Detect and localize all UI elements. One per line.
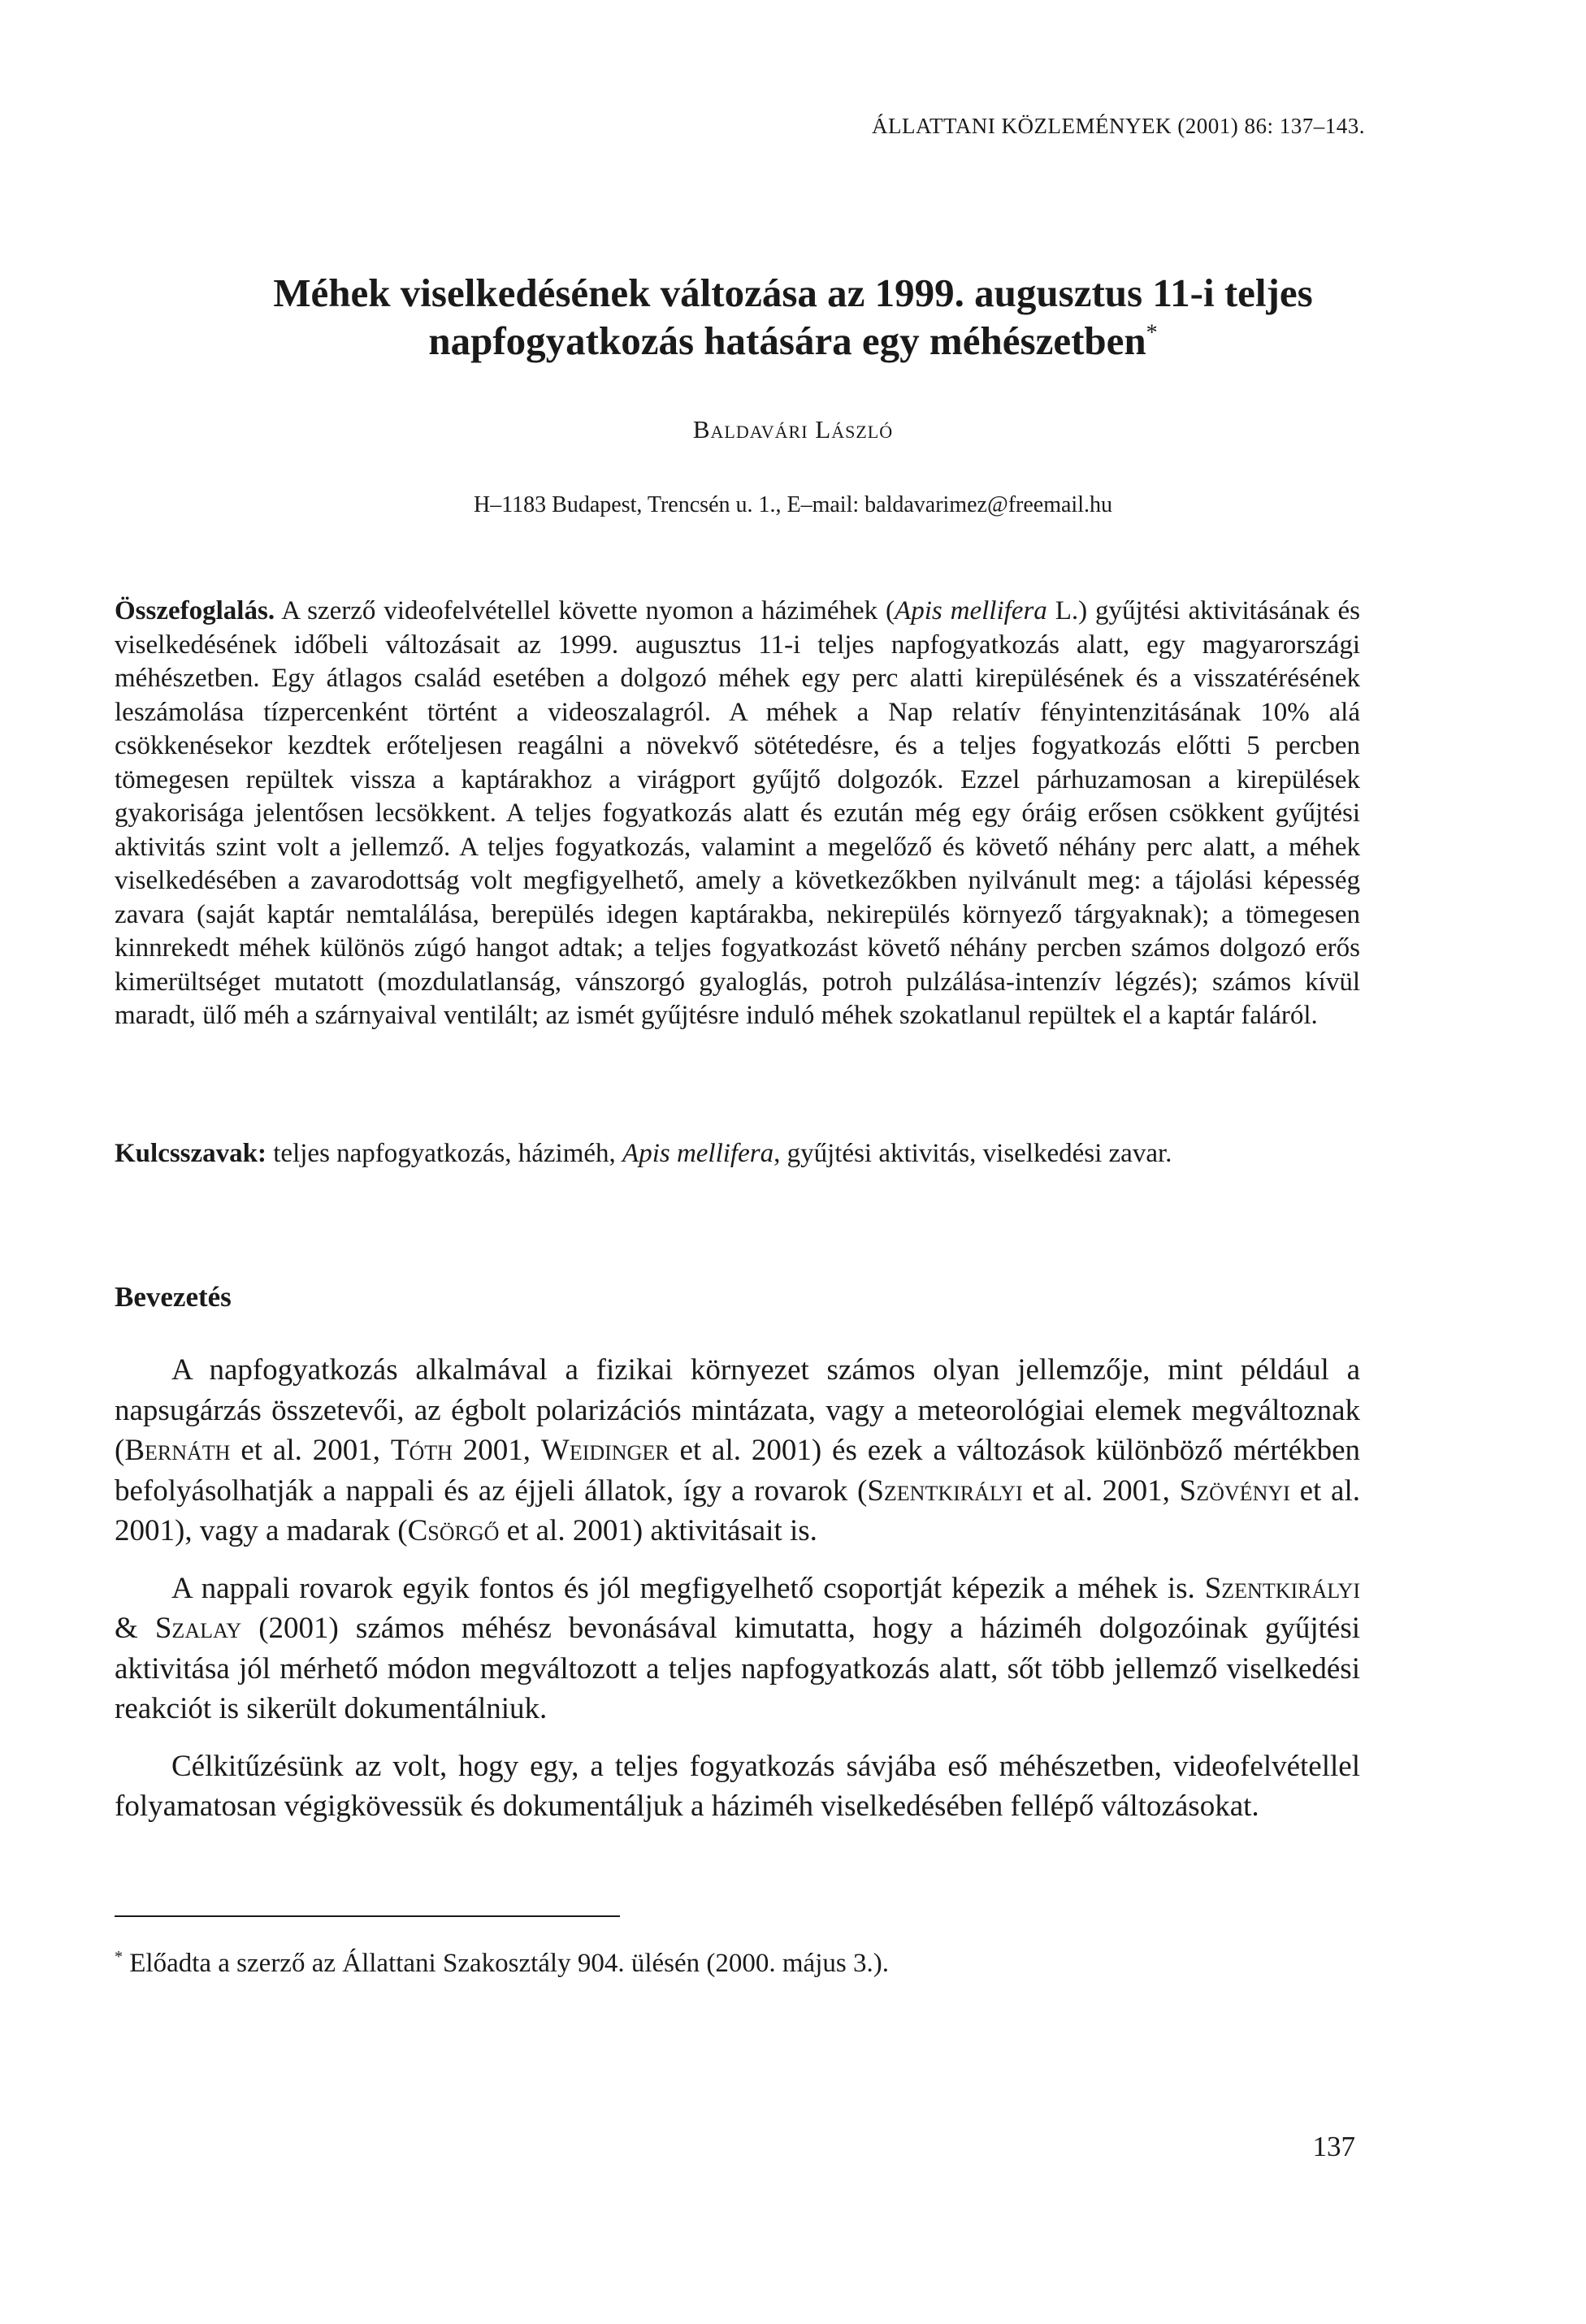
- footnote: * Előadta a szerző az Állattani Szakosztály 904. ülésén (2000. május 3.).: [115, 1948, 889, 1978]
- page-number: 137: [1312, 2131, 1355, 2162]
- article-title: [0, 270, 1586, 366]
- paragraph: A nappali rovarok egyik fontos és jól megfigyelhető csoportját képezik a méhek is. Szentkirályi & Szalay (2001) számos méhész bevonásával kimutatta, hogy a háziméh dolgozóinak gyűjtési aktivitása jól mérhető módon megváltozott a teljes napfogyatkozás alatt, sőt több jellemző viselkedési reakciót is sikerült dokumentálniuk.: [115, 1571, 1361, 1725]
- species-name: Apis mellifera: [895, 596, 1047, 625]
- keywords-label: Kulcsszavak:: [115, 1139, 267, 1168]
- abstract-label: Összefoglalás.: [115, 596, 275, 625]
- running-head: ÁLLATTANI KÖZLEMÉNYEK (2001) 86: 137–143.: [872, 114, 1365, 138]
- species-name: Apis mellifera: [622, 1139, 774, 1168]
- paragraph: A napfogyatkozás alkalmával a fizikai környezet számos olyan jellemzője, mint például a napsugárzás összetevői, az égbolt polarizációs mintázata, vagy a meteorológiai elemek megváltoznak (Bernáth et al. 2001, Tóth 2001, Weidinger et al. 2001) és ezek a változások különböző mértékben befolyásolhatják a nappali és az éjjeli állatok, így a rovarok (Szentkirályi et al. 2001, Szövényi et al. 2001), vagy a madarak (Csörgő et al. 2001) aktivitásait is.: [115, 1353, 1361, 1547]
- introduction-body: [115, 1350, 1360, 1844]
- title-footnote-marker: *: [1146, 320, 1158, 346]
- keywords: Kulcsszavak: teljes napfogyatkozás, háziméh, Apis mellifera, gyűjtési aktivitás, viselkedési zavar.: [115, 1139, 1172, 1168]
- section-title: Bevezetés: [115, 1281, 232, 1313]
- abstract: Összefoglalás. A szerző videofelvétellel követte nyomon a háziméhek (Apis mellifera L.) gyűjtési aktivitásának és viselkedésének időbeli változásait az 1999. augusztus 11-i teljes napfogyatkozás alatt, egy magyarországi méhészetben. Egy átlagos család esetében a dolgozó méhek egy perc alatti kirepülésének és a visszatérésének leszámolása tízpercenként történt a videoszalagról. A méhek a Nap relatív fényintenzitásának 10% alá csökkenésekor kezdtek erőteljesen reagálni a növekvő sötétedésre, és a teljes fogyatkozás előtti 5 percben tömegesen repültek vissza a kaptárakhoz a virágport gyűjtő dolgozók. Ezzel párhuzamosan a kirepülések gyakorisága jelentősen lecsökkent. A teljes fogyatkozás alatt és ezután még egy óráig erősen csökkent gyűjtési aktivitás szint volt a jellemző. A teljes fogyatkozás, valamint a megelőző és követő néhány perc alatt, a méhek viselkedésében a zavarodottság volt megfigyelhető, amely a következőkben nyilvánult meg: a tájolási képesség zavara (saját kaptár nemtalálása, berepülés idegen kaptárakba, nekirepülés környező tárgyaknak); a tömegesen kinnrekedt méhek különös zúgó hangot adtak; a teljes fogyatkozást követő néhány percben számos dolgozó erős kimerültséget mutatott (mozdulatlanság, vánszorgó gyaloglás, potroh pulzálása-intenzív légzés); számos kívül maradt, ülő méh a szárnyaival ventilált; az ismét gyűjtésre induló méhek szokatlanul repültek el a kaptár faláról.: [115, 596, 1360, 1030]
- paragraph: Célkitűzésünk az volt, hogy egy, a teljes fogyatkozás sávjába eső méhészetben, videofelvétellel folyamatosan végigkövessük és dokumentáljuk a háziméh viselkedésében fellépő változásokat.: [115, 1749, 1360, 1823]
- title-line-1: Méhek viselkedésének változása az 1999. augusztus 11-i teljes: [273, 270, 1313, 315]
- author-name: Baldavári László: [692, 415, 894, 444]
- author-address: H–1183 Budapest, Trencsén u. 1., E–mail: baldavarimez@freemail.hu: [473, 492, 1112, 517]
- footnote-marker: *: [115, 1948, 123, 1966]
- footnote-divider: [115, 1915, 620, 1917]
- title-line-2: napfogyatkozás hatására egy méhészetben*: [428, 318, 1158, 363]
